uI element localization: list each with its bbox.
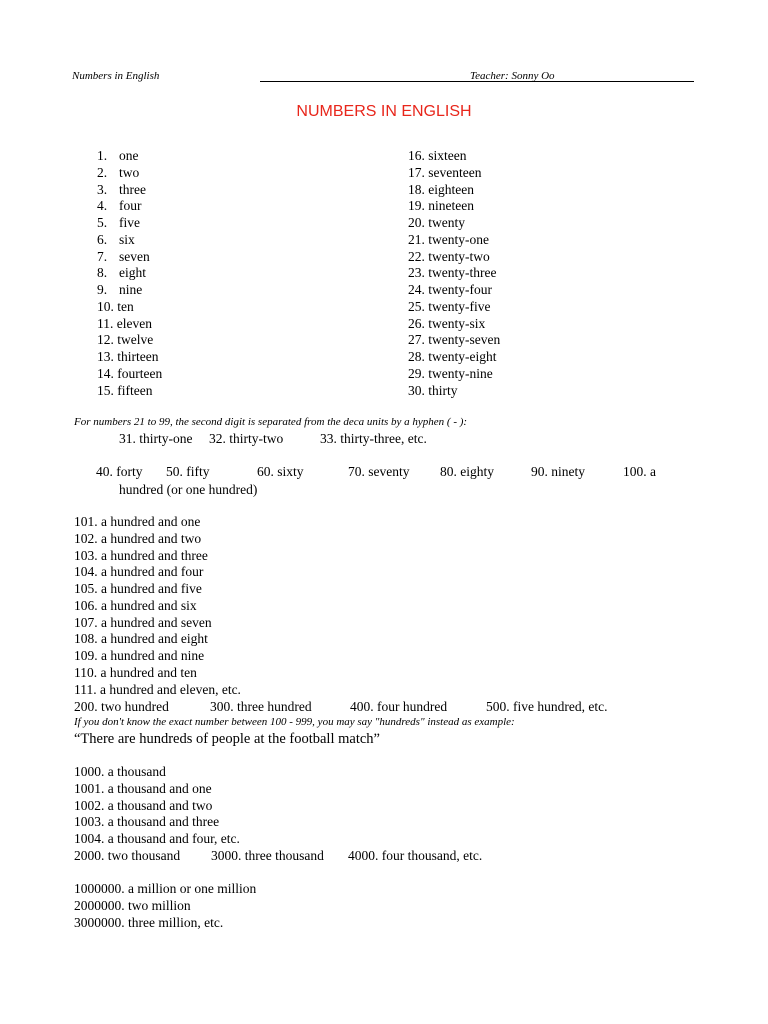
list-item: 21. twenty-one <box>408 231 489 247</box>
tens-continuation: hundred (or one hundred) <box>119 482 258 497</box>
list-item: 22. twenty-two <box>408 248 490 264</box>
list-item: 4. four <box>97 198 142 214</box>
list-item: 104. a hundred and four <box>74 564 204 580</box>
hundreds-quote: “There are hundreds of people at the football match” <box>74 731 380 747</box>
hyphen-note: For numbers 21 to 99, the second digit is separated from the deca units by a hyphen ( - ): <box>74 416 468 428</box>
tens-item: 50. fifty <box>166 464 210 479</box>
tens-item: 60. sixty <box>257 464 304 479</box>
millions-list <box>74 881 256 931</box>
list-item: 16. sixteen <box>408 148 467 163</box>
list-1-15 <box>97 148 162 399</box>
thousands-row <box>0 848 768 865</box>
list-item: 10. ten <box>97 298 134 314</box>
list-item: 3000000. three million, etc. <box>74 914 224 930</box>
list-item: 6. six <box>97 231 135 247</box>
list-item: 28. twenty-eight <box>408 349 497 364</box>
tens-item: 70. seventy <box>348 464 410 479</box>
list-item: 103. a hundred and three <box>74 547 208 563</box>
hundreds-item: 200. two hundred <box>74 699 169 714</box>
list-item: 1000000. a million or one million <box>74 881 257 896</box>
hundreds-item: 500. five hundred, etc. <box>486 699 608 714</box>
thousands-item: 4000. four thousand, etc. <box>348 848 483 863</box>
hyphen-example: 31. thirty-one <box>119 431 193 446</box>
thousands-list <box>74 764 240 848</box>
list-item: 20. twenty <box>408 215 465 230</box>
list-item: 1001. a thousand and one <box>74 780 212 796</box>
list-item: 18. eighteen <box>408 181 474 197</box>
hyphen-example: 32. thirty-two <box>209 431 284 446</box>
list-item: 2000000. two million <box>74 897 191 913</box>
list-item: 13. thirteen <box>97 349 159 364</box>
list-item: 106. a hundred and six <box>74 597 197 613</box>
list-item: 15. fifteen <box>97 382 153 398</box>
list-item: 107. a hundred and seven <box>74 614 212 630</box>
header-right: Teacher: Sonny Oo <box>470 70 555 82</box>
list-item: 30. thirty <box>408 382 458 398</box>
list-item: 24. twenty-four <box>408 282 492 297</box>
list-item: 105. a hundred and five <box>74 581 202 596</box>
tens-item: 80. eighty <box>440 464 494 479</box>
list-item: 19. nineteen <box>408 198 474 214</box>
list-item: 111. a hundred and eleven, etc. <box>74 681 241 697</box>
header-left: Numbers in English <box>72 70 160 82</box>
list-item: 14. fourteen <box>97 365 163 381</box>
list-item: 27. twenty-seven <box>408 332 501 348</box>
list-item: 3. three <box>97 181 146 197</box>
hundreds-row <box>0 699 768 716</box>
list-item: 110. a hundred and ten <box>74 664 197 680</box>
list-item: 102. a hundred and two <box>74 530 202 546</box>
list-item: 109. a hundred and nine <box>74 648 205 663</box>
list-item: 11. eleven <box>97 315 152 331</box>
list-item: 8. eight <box>97 265 146 281</box>
thousands-item: 2000. two thousand <box>74 848 181 863</box>
list-item: 26. twenty-six <box>408 315 486 331</box>
list-item: 1003. a thousand and three <box>74 814 220 830</box>
list-item: 101. a hundred and one <box>74 514 201 529</box>
hundreds-item: 400. four hundred <box>350 699 448 714</box>
tens-row <box>0 464 768 481</box>
list-item: 17. seventeen <box>408 164 482 180</box>
tens-item: 90. ninety <box>531 464 585 479</box>
list-16-30 <box>408 148 500 399</box>
hundreds-list <box>74 514 241 698</box>
hundreds-note: If you don't know the exact number between 100 - 999, you may say "hundreds" instead as example: <box>74 716 515 728</box>
list-item: 12. twelve <box>97 332 154 348</box>
list-item: 1002. a thousand and two <box>74 797 213 813</box>
tens-item: 40. forty <box>96 464 143 479</box>
list-item: 2. two <box>97 164 140 180</box>
list-item: 1000. a thousand <box>74 764 166 779</box>
list-item: 23. twenty-three <box>408 265 497 281</box>
thousands-item: 3000. three thousand <box>211 848 324 863</box>
list-item: 9. nine <box>97 282 143 297</box>
list-item: 5. five <box>97 215 140 230</box>
list-item: 25. twenty-five <box>408 298 491 314</box>
page-title: NUMBERS IN ENGLISH <box>296 103 472 120</box>
hundreds-item: 300. three hundred <box>210 699 312 714</box>
list-item: 29. twenty-nine <box>408 365 493 381</box>
list-item: 1004. a thousand and four, etc. <box>74 831 240 846</box>
list-item: 7. seven <box>97 248 150 264</box>
hyphen-example: 33. thirty-three, etc. <box>320 431 427 446</box>
tens-item: 100. a <box>623 464 656 479</box>
list-item: 1. one <box>97 148 139 163</box>
list-item: 108. a hundred and eight <box>74 631 208 647</box>
